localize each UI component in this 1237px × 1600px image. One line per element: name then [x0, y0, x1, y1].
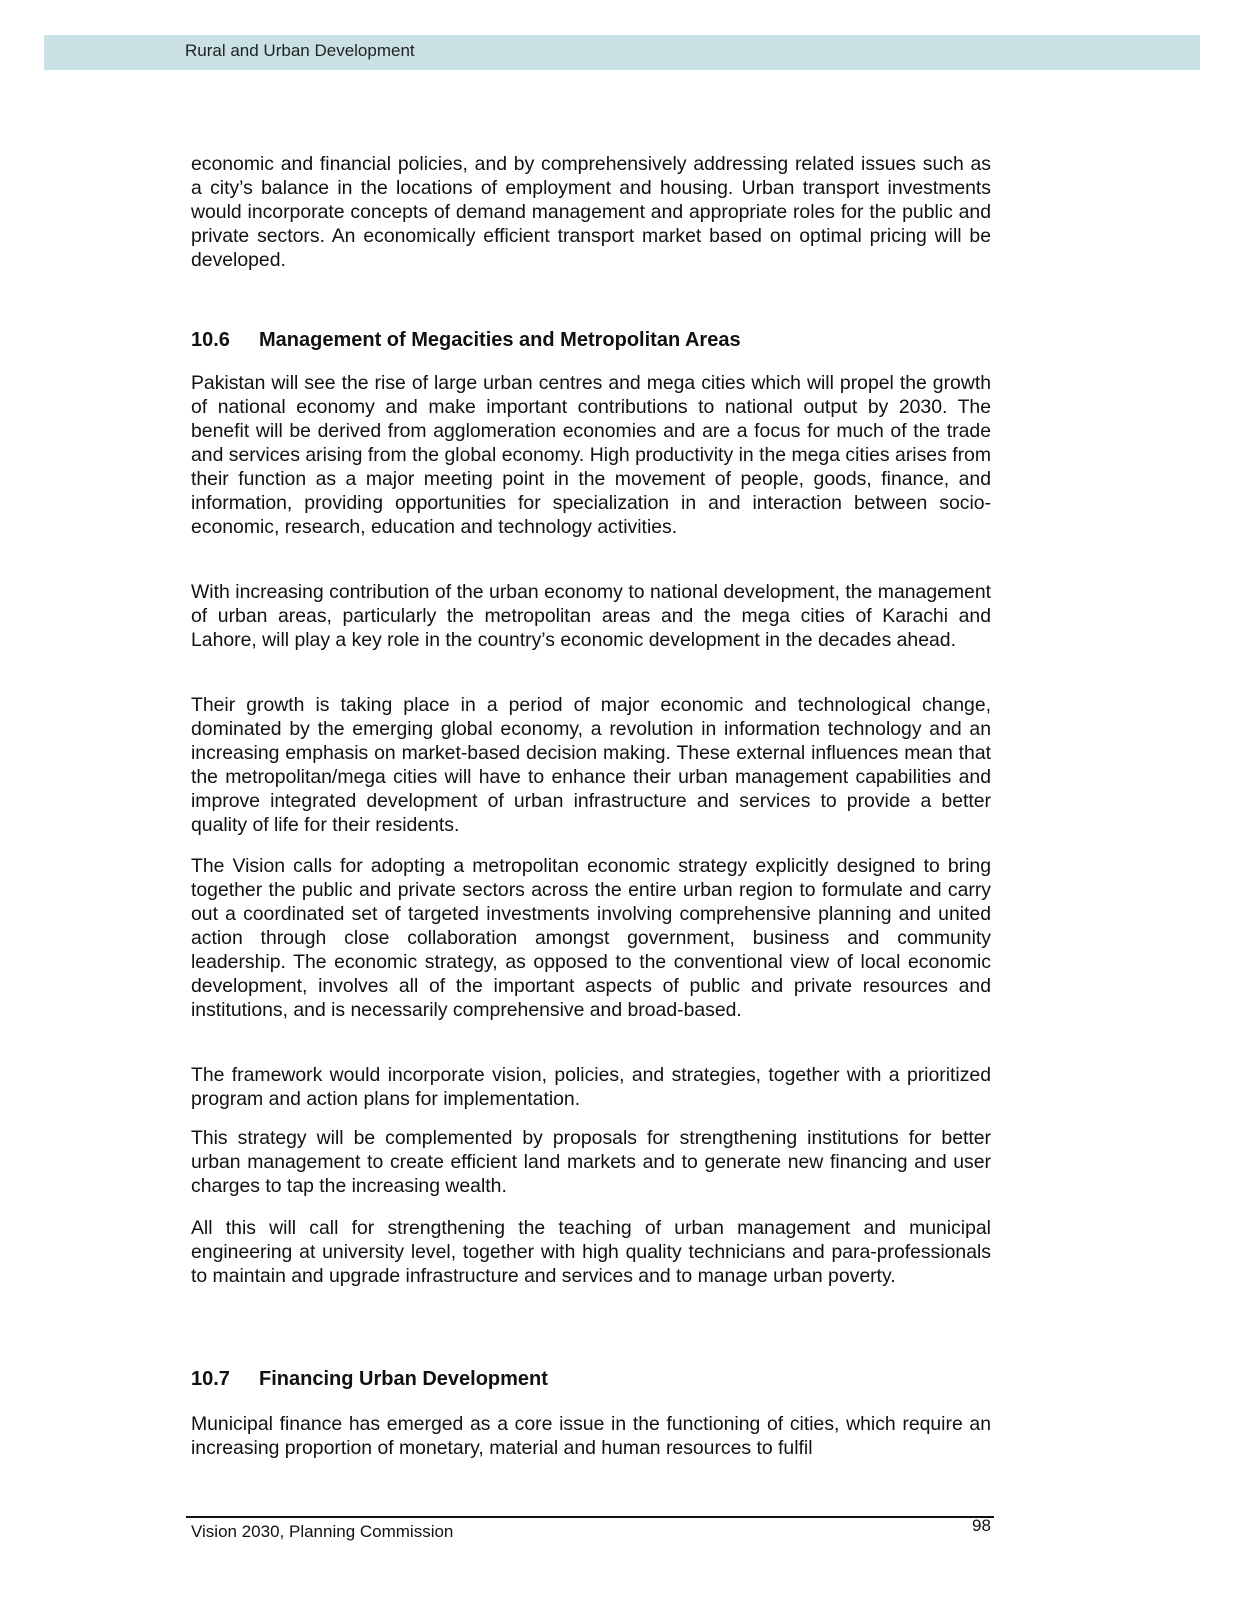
- section-number: 10.6: [191, 329, 230, 351]
- section-heading-10-7: [191, 1368, 548, 1391]
- page-number: 98: [972, 1516, 991, 1535]
- footer-rule: [186, 1516, 994, 1518]
- section-title: Management of Megacities and Metropolitan Areas: [259, 329, 741, 351]
- paragraph: The framework would incorporate vision, policies, and strategies, together with a prioritized program and action plans for implementation.: [191, 1064, 991, 1110]
- paragraph: Their growth is taking place in a period of major economic and technological change, dominated by the emerging global economy, a revolution in information technology and an increasing emphasis on market-based decision making. These external influences mean that the metropolitan/mega cities will have to enhance their urban management capabilities and improve integrated development of urban infrastructure and services to provide a better quality of life for their residents.: [191, 694, 991, 836]
- paragraph: This strategy will be complemented by proposals for strengthening institutions for better urban management to create efficient land markets and to generate new financing and user charges to tap the increasing wealth.: [191, 1127, 991, 1197]
- paragraph: Municipal finance has emerged as a core issue in the functioning of cities, which require an increasing proportion of monetary, material and human resources to fulfil: [191, 1413, 991, 1459]
- paragraph: Pakistan will see the rise of large urban centres and mega cities which will propel the growth of national economy and make important contributions to national output by 2030. The benefit will be derived from agglomeration economies and are a focus for much of the trade and services arising from the global economy. High productivity in the mega cities arises from their function as a major meeting point in the movement of people, goods, finance, and information, providing opportunities for specialization in and interaction between socio-economic, research, education and technology activities.: [191, 372, 991, 538]
- section-heading-10-6: [191, 329, 741, 352]
- section-number: 10.7: [191, 1368, 230, 1390]
- header-title: Rural and Urban Development: [185, 41, 415, 60]
- paragraph: The Vision calls for adopting a metropolitan economic strategy explicitly designed to bring together the public and private sectors across the entire urban region to formulate and carry out a coordinated set of targeted investments involving comprehensive planning and united action through close collaboration amongst government, business and community leadership. The economic strategy, as opposed to the conventional view of local economic development, involves all of the important aspects of public and private resources and institutions, and is necessarily comprehensive and broad-based.: [191, 855, 991, 1021]
- footer-text: Vision 2030, Planning Commission: [191, 1522, 454, 1541]
- section-title: Financing Urban Development: [259, 1368, 548, 1390]
- running-header: [44, 35, 1200, 70]
- paragraph: All this will call for strengthening the teaching of urban management and municipal engineering at university level, together with high quality technicians and para-professionals to maintain and upgrade infrastructure and services and to manage urban poverty.: [191, 1217, 991, 1287]
- paragraph: economic and financial policies, and by comprehensively addressing related issues such as a city’s balance in the locations of employment and housing. Urban transport investments would incorporate concepts of demand management and appropriate roles for the public and private sectors. An economically efficient transport market based on optimal pricing will be developed.: [191, 153, 991, 271]
- paragraph: With increasing contribution of the urban economy to national development, the management of urban areas, particularly the metropolitan areas and the mega cities of Karachi and Lahore, will play a key role in the country’s economic development in the decades ahead.: [191, 581, 991, 651]
